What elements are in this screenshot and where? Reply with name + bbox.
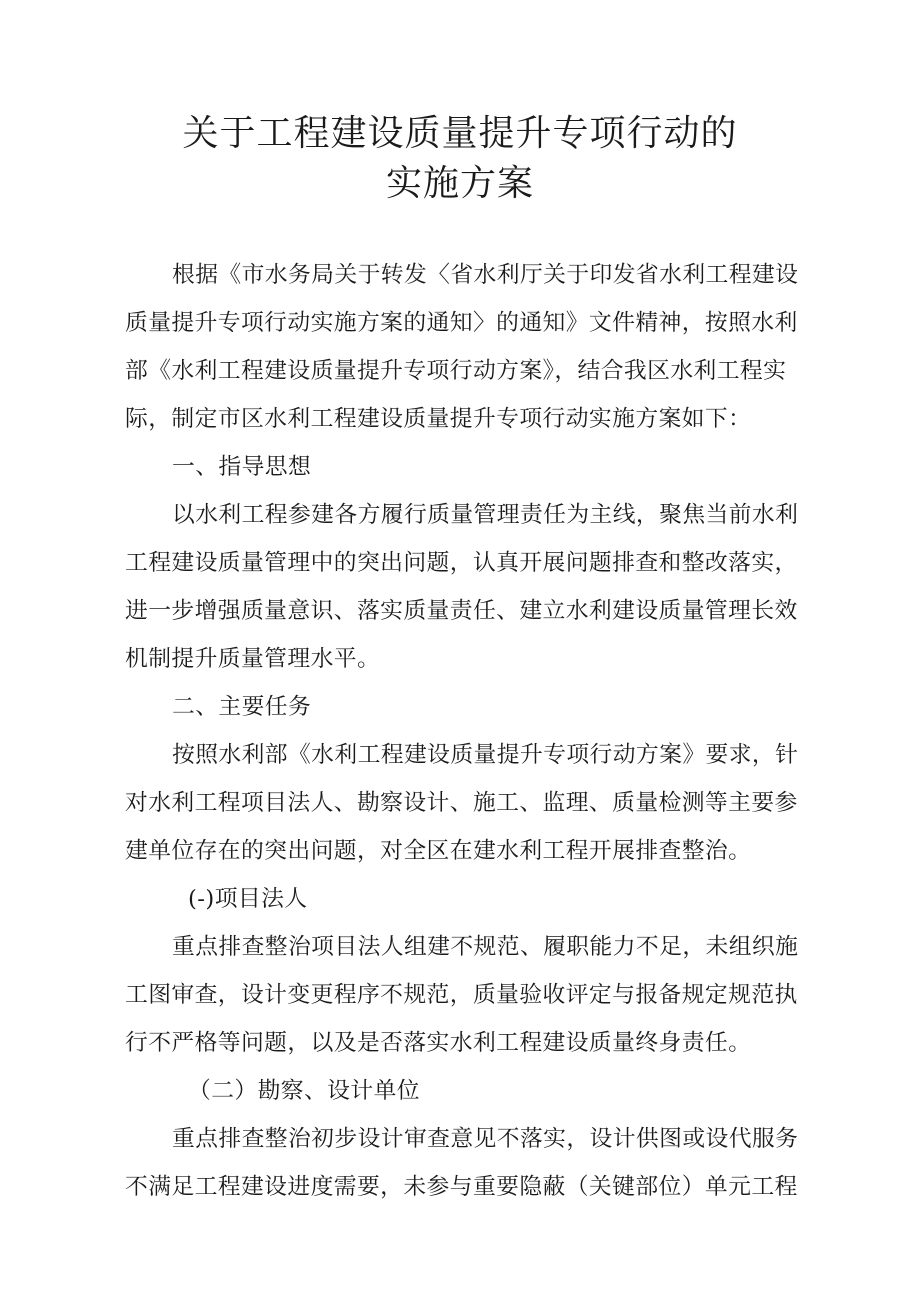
- paragraph-line: 进一步增强质量意识、落实质量责任、建立水利建设质量管理长效: [125, 598, 798, 624]
- paragraph-line: 机制提升质量管理水平。: [125, 646, 381, 672]
- paragraph-line: 重点排查整治项目法人组建不规范、履职能力不足，未组织施: [172, 934, 799, 960]
- paragraph-line: 按照水利部《水利工程建设质量提升专项行动方案》要求，针: [172, 742, 799, 768]
- paragraph-line: 际，制定市区水利工程建设质量提升专项行动实施方案如下：: [125, 406, 752, 432]
- section-heading: 二、主要任务: [172, 694, 312, 720]
- paragraph-line: 建单位存在的突出问题，对全区在建水利工程开展排查整治。: [125, 838, 752, 864]
- paragraph-line: 部《水利工程建设质量提升专项行动方案》，结合我区水利工程实: [125, 358, 787, 384]
- paragraph-line: 质量提升专项行动实施方案的通知〉的通知》文件精神，按照水利: [125, 310, 798, 336]
- document-title-line-2: 实施方案: [385, 163, 534, 204]
- paragraph-line: 工图审查，设计变更程序不规范，质量验收评定与报备规定规范执: [125, 982, 798, 1008]
- subsection-heading: (-)项目法人: [188, 886, 308, 912]
- paragraph-line: 重点排查整治初步设计审查意见不落实，设计供图或设代服务: [172, 1126, 799, 1152]
- paragraph-line: 根据《市水务局关于转发〈省水利厅关于印发省水利工程建设: [172, 262, 799, 288]
- paragraph-line: 行不严格等问题，以及是否落实水利工程建设质量终身责任。: [125, 1030, 752, 1056]
- paragraph-line: 工程建设质量管理中的突出问题，认真开展问题排查和整改落实，: [125, 550, 798, 576]
- document-title-line-1: 关于工程建设质量提升专项行动的: [182, 113, 738, 154]
- section-heading: 一、指导思想: [172, 454, 312, 480]
- paragraph-line: 对水利工程项目法人、勘察设计、施工、监理、质量检测等主要参: [125, 790, 798, 816]
- paragraph-line: 不满足工程建设进度需要，未参与重要隐蔽（关键部位）单元工程: [125, 1174, 798, 1200]
- paragraph-line: 以水利工程参建各方履行质量管理责任为主线，聚焦当前水利: [172, 502, 799, 528]
- subsection-heading: （二）勘察、设计单位: [188, 1078, 420, 1104]
